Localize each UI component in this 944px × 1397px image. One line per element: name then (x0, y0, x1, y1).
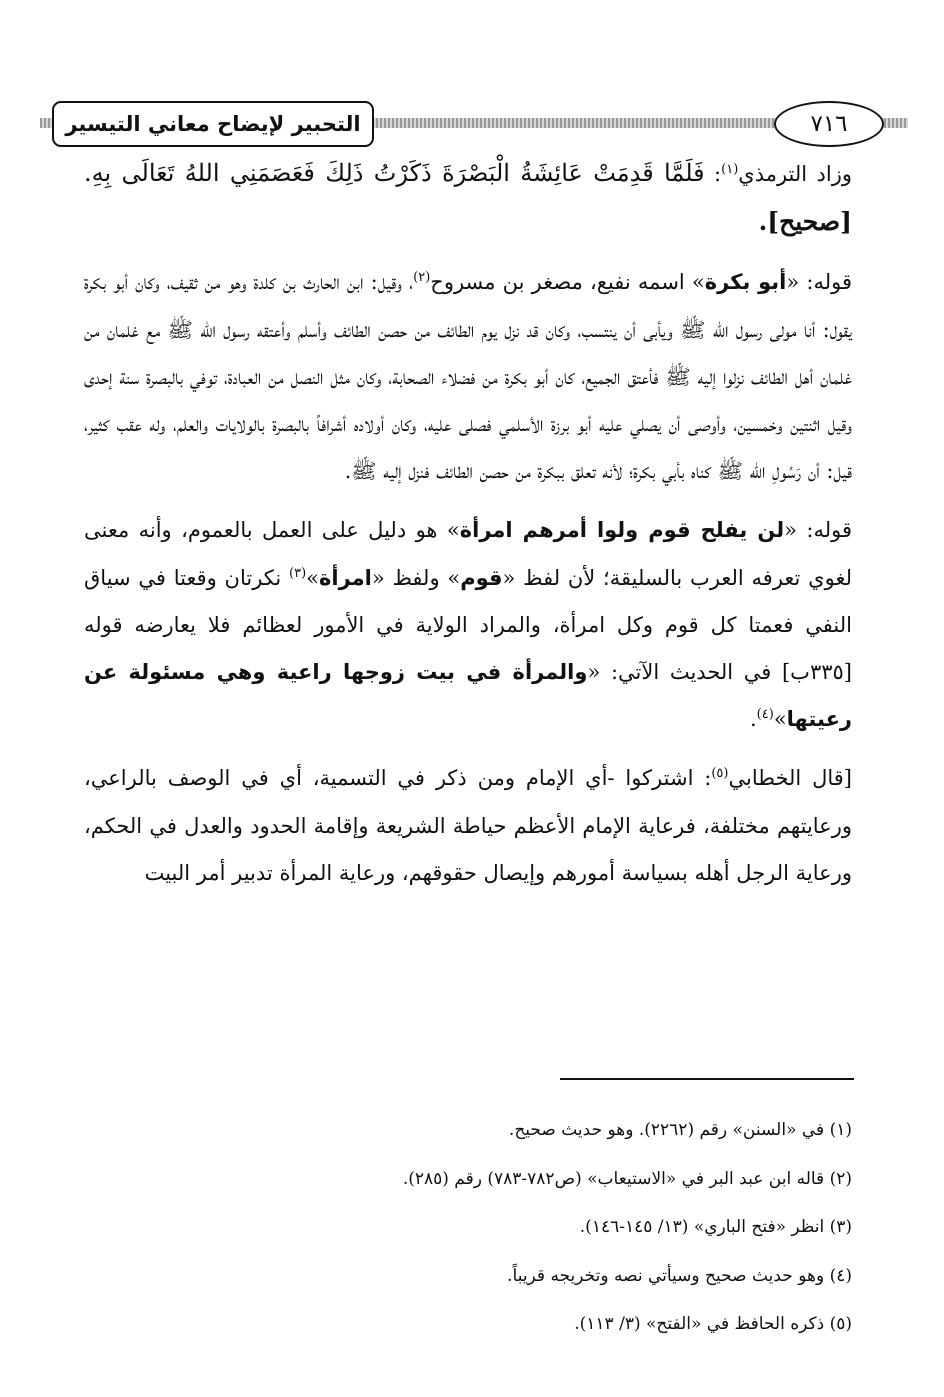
footnotes (84, 1106, 852, 1349)
p3-term4: والمرأة في بيت زوجها راعية وهي مسئولة عن رعيتها (84, 660, 852, 732)
p3-t1: قوله: « (784, 518, 852, 543)
paragraph-4 (84, 755, 852, 897)
footnote-4: (٤) وهو حديث صحيح وسيأتي نصه وتخريجه قريباً. (507, 1265, 852, 1286)
footnote-ref-1: (١) (721, 162, 739, 177)
p2-t1: قوله: « (786, 270, 852, 295)
paragraph-2 (84, 259, 852, 495)
footnote-5: (٥) ذكره الحافظ في «الفتح» (٣/ ١١٣). (574, 1314, 852, 1334)
p3-t4: » (306, 565, 320, 590)
footnote-ref-5: (٥) (711, 766, 729, 782)
page-number: ٧١٦ (774, 101, 884, 147)
paragraph-1 (84, 150, 852, 247)
p3-t3: » ولفظ « (371, 565, 461, 590)
footnote-ref-4: (٤) (756, 707, 774, 723)
page-header (40, 98, 908, 148)
p1-grade: [صحيح]. (758, 207, 852, 237)
p2-term: أبو بكرة (704, 270, 787, 295)
p3-term1: لن يفلح قوم ولوا أمرهم امرأة (459, 518, 785, 543)
footnote-1: (١) في «السنن» رقم (٢٢٦٢). وهو حديث صحيح. (508, 1120, 852, 1140)
paragraph-3 (84, 507, 852, 743)
p3-t2: » هو دليل على العمل بالعموم، وأنه معنى لغوي تعرفه العرب بالسليقة؛ لأن لفظ « (84, 518, 852, 590)
footnote-2: (٢) قاله ابن عبد البر في «الاستيعاب» (ص٧٨٢-٧٨٣) رقم (٢٨٥). (402, 1168, 852, 1189)
p3-t7: . (749, 707, 757, 732)
p4-t2: : اشتركوا -أي الإمام ومن ذكر في التسمية، أي في الوصف بالراعي، ورعايتهم مختلفة، فرعاية الإمام الأعظم حياطة الشريعة وإقامة الحدود والعدل في الحكم، ورعاية الرجل أهله بسياسة أمورهم وإيصال حقوقهم، ورعاية المرأة تدبير أمر البيت (84, 766, 852, 885)
p3-t5: نكرتان وقعتا في سياق النفي فعمتا كل قوم وكل امرأة، والمراد الولاية في الأمور لعظائم فلا يعارضه قوله [٣٣٥ب] في الحديث الآتي: « (84, 565, 852, 685)
p2-t2: » اسمه نفيع، مصغر بن مسروح (430, 270, 705, 295)
p3-t6: » (773, 707, 787, 732)
p1-sep: : (704, 162, 722, 186)
p2-t3: ، وقيل: ابن الحارث بن كلدة وهو من ثقيف، وكان أبو بكرة يقول: أنا مولى رسول الله ﷺ ويأبى أن ينتسب، وكان قد نزل يوم الطائف من حصن الطائف وأسلم وأعتقه رسول الله ﷺ مع غلمان من غلمان أهل الطائف نزلوا إليه ﷺ فأعتق الجميع، كان أبو بكرة من فضلاء الصحابة، وكان مثل النصل من العبادة، توفي بالبصرة سنة إحدى وقيل اثنتين وخمسين، وأوصى أن يصلي عليه أبو برزة الأسلمي فصلى عليه، وكان أولاده أشرافاً بالبصرة بالولايات والعلم، وله عقب كثير، قيل: أن رَسُولِ الله ﷺ كناه بأبي بكرة؛ لأنه تعلق ببكرة من حصن الطائف فنزل إليه ﷺ. (84, 270, 852, 484)
book-title: التحبير لإيضاح معاني التيسير (52, 101, 374, 147)
p3-term3: امرأة (319, 565, 372, 590)
p1-intro: وزاد الترمذي (738, 162, 852, 186)
main-text (84, 150, 852, 1040)
p1-hadith-text: فَلَمَّا قَدِمَتْ عَائِشَةُ الْبَصْرَةَ ذَكَرْتُ ذَلِكَ فَعَصَمَنِي اللهُ تَعَالَى بِهِ. (84, 159, 705, 187)
footnote-separator (560, 1078, 854, 1080)
p4-t1: [قال الخطابي (728, 766, 852, 791)
footnote-ref-3: (٣) (289, 565, 307, 581)
p3-term2: قوم (460, 565, 503, 590)
footnote-3: (٣) انظر «فتح الباري» (١٣/ ١٤٥-١٤٦). (579, 1217, 852, 1237)
footnote-ref-2: (٢) (413, 270, 431, 286)
